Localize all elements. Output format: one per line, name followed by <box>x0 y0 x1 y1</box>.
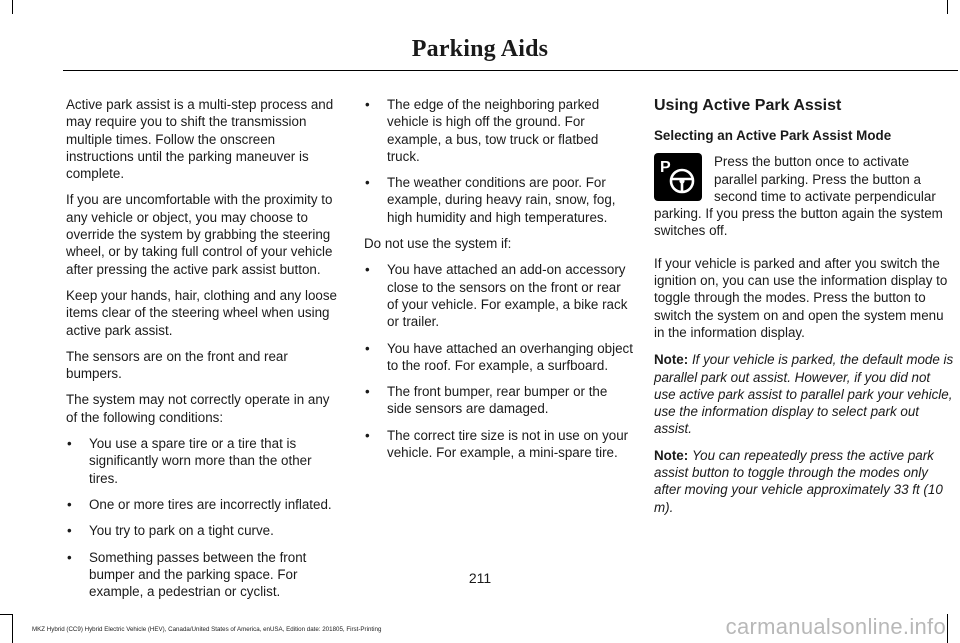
list-item: • The weather conditions are poor. For example, during heavy rain, snow, fog, high humidity and high temperatures. <box>364 174 634 226</box>
paragraph: Active park assist is a multi-step process and may require you to shift the transmission multiple times. Follow the onscreen instructions until the parking maneuver is complete. <box>66 97 334 182</box>
crop-mark-top-left <box>12 0 13 14</box>
column-3 <box>654 96 954 525</box>
section-heading: Using Active Park Assist <box>654 97 842 114</box>
paragraph: Keep your hands, hair, clothing and any loose items clear of the steering wheel when using active park assist. <box>66 287 337 338</box>
title-rule <box>63 70 958 71</box>
conditions-list-continued <box>364 96 634 226</box>
crop-mark-bottom-right <box>947 614 948 643</box>
list-item: • You use a spare tire or a tire that is significantly worn more than the other tires. <box>66 435 338 487</box>
note <box>654 351 954 437</box>
list-item: • The edge of the neighboring parked vehicle is high off the ground. For example, a bus, tow truck or flatbed truck. <box>364 96 634 165</box>
list-item: • You have attached an overhanging object to the roof. For example, a surfboard. <box>364 340 634 375</box>
note-text: You can repeatedly press the active park assist button to toggle through the modes only after moving your vehicle approximately 33 ft (10 m). <box>654 447 943 515</box>
list-item: • You have attached an add-on accessory close to the sensors on the front or rear of your vehicle. For example, a bike rack or trailer. <box>364 261 634 330</box>
list-item: • The correct tire size is not in use on your vehicle. For example, a mini-spare tire. <box>364 427 634 462</box>
column-1 <box>66 96 338 609</box>
do-not-use-heading: Do not use the system if: <box>364 236 512 252</box>
note-label: Note: <box>654 352 689 368</box>
list-item: • You try to park on a tight curve. <box>66 522 338 539</box>
watermark[interactable]: carmanualsonline.info <box>725 614 946 639</box>
crop-mark-bottom-left-h <box>0 614 13 615</box>
note-text: If your vehicle is parked, the default mode is parallel park out assist. However, if you did not use active park assist to parallel park your vehicle, use the information display to select park out assist. <box>654 352 954 437</box>
list-item: • One or more tires are incorrectly inflated. <box>66 496 338 513</box>
list-item: • Something passes between the front bumper and the parking space. For example, a pedestrian or cyclist. <box>66 549 338 601</box>
paragraph: If your vehicle is parked and after you switch the ignition on, you can use the information display to toggle through the modes. Press the button to switch the system on and open the system menu in the information display. <box>654 255 948 340</box>
page-title: Parking Aids <box>411 36 549 62</box>
paragraph: If you are uncomfortable with the proximity to any vehicle or object, you may choose to override the system by grabbing the steering wheel, or by taking full control of your vehicle after pressing the active park assist button. <box>66 192 333 277</box>
park-assist-steering-wheel-icon <box>654 153 702 201</box>
icon-paragraph: Press the button once to activate parallel parking. Press the button a second time to activate perpendicular parking. If you press the button again the system switches off. <box>654 154 943 239</box>
page-number: 211 <box>468 570 492 586</box>
note <box>654 447 954 516</box>
column-2 <box>364 96 634 470</box>
icon-letter: P <box>660 159 671 177</box>
crop-mark-top-right <box>947 0 948 14</box>
sub-heading: Selecting an Active Park Assist Mode <box>654 128 892 143</box>
do-not-use-list <box>364 261 634 461</box>
list-item: • The front bumper, rear bumper or the side sensors are damaged. <box>364 383 634 418</box>
icon-instruction <box>654 153 954 239</box>
paragraph: The system may not correctly operate in any of the following conditions: <box>66 392 330 425</box>
footer-edition-info: MKZ Hybrid (CC9) Hybrid Electric Vehicle (HEV), Canada/United States of America, enUSA, Edition date: 201805, First-Printing <box>32 626 382 633</box>
paragraph: The sensors are on the front and rear bumpers. <box>66 348 288 382</box>
crop-mark-bottom-left <box>12 614 13 643</box>
note-label: Note: <box>654 447 689 463</box>
